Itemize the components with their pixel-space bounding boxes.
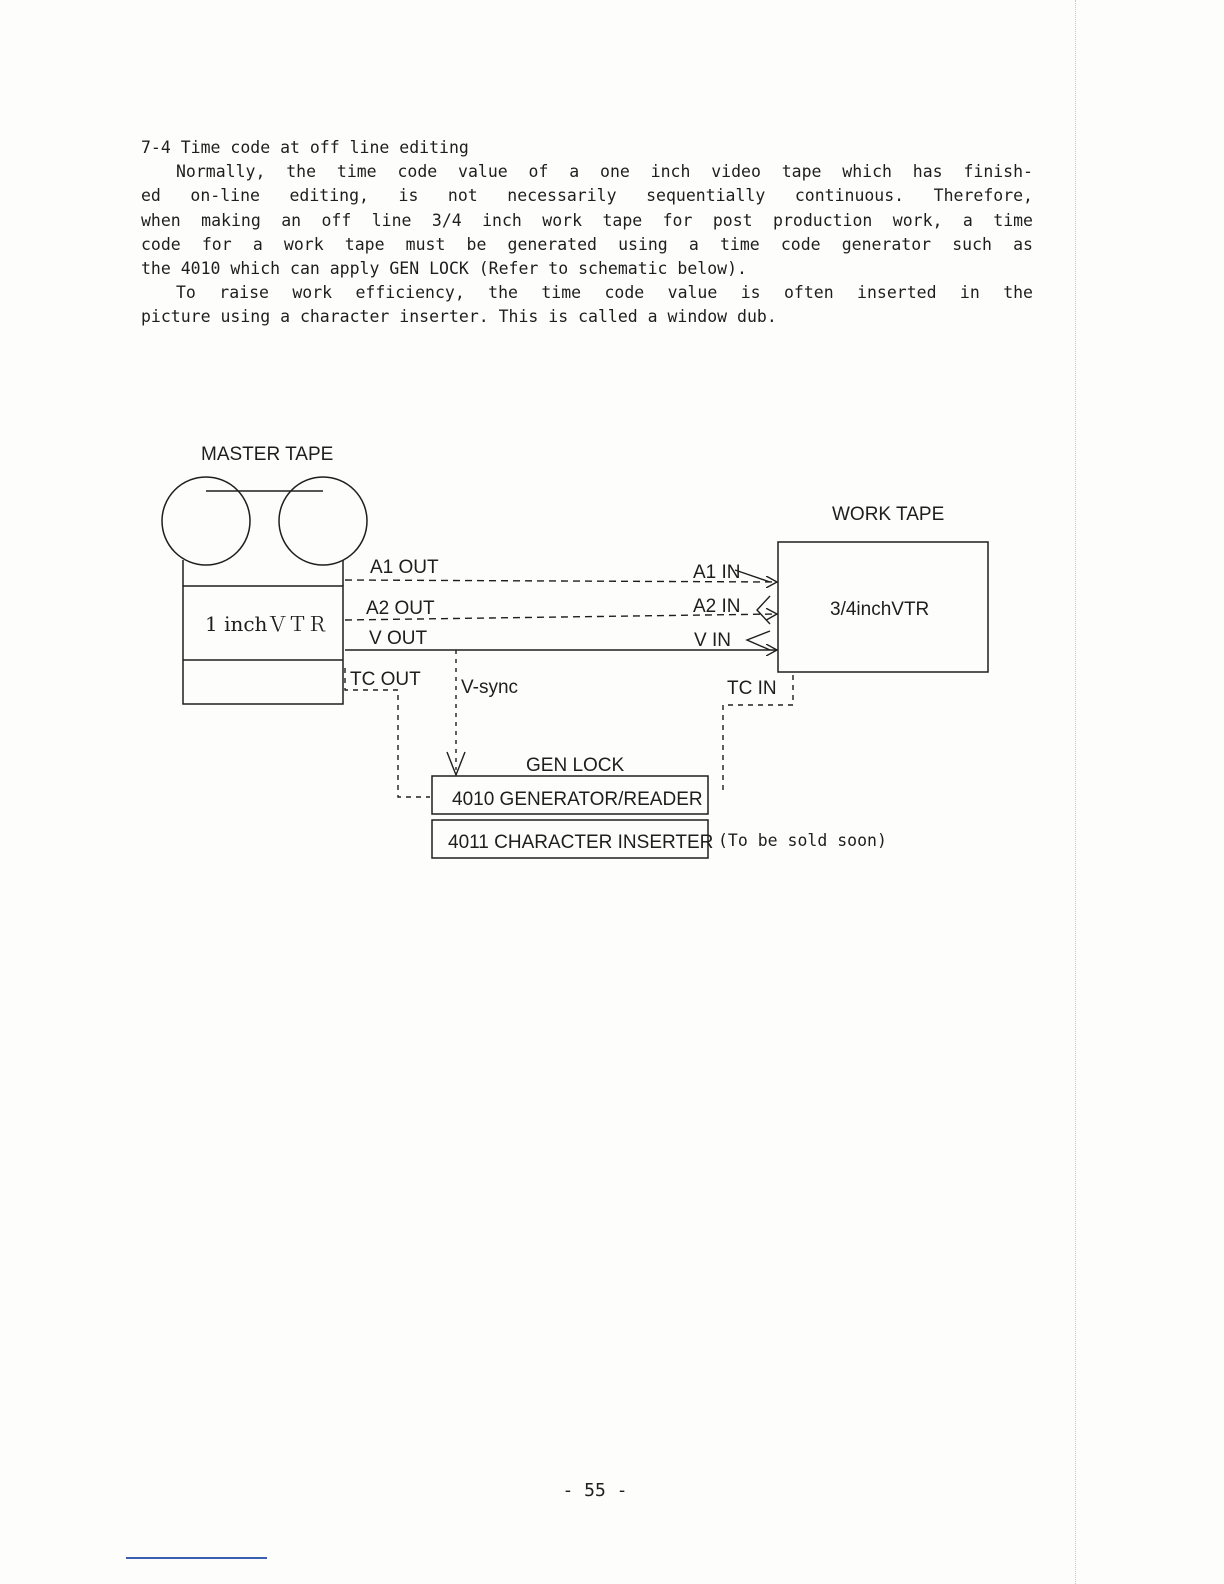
paragraph-1-line-5: the 4010 which can apply GEN LOCK (Refer to schematic below). — [141, 259, 747, 279]
paragraph-1-line-2: ed on-line editing, is not necessarily sequentially continuous. Therefore, — [141, 186, 1033, 206]
tc-out-label: TC OUT — [350, 669, 421, 690]
paragraph-1-line-1: Normally, the time code value of a one inch video tape which has finish- — [176, 162, 1033, 182]
master-vtr-label: 1 inchＶＴＲ — [205, 612, 328, 636]
a2-in-label: A2 IN — [693, 596, 741, 617]
a1-out-label: A1 OUT — [370, 557, 439, 578]
master-tape-reels-icon — [162, 477, 367, 586]
paragraph-2-line-1: To raise work efficiency, the time code value is often inserted in the — [176, 283, 1033, 303]
work-vtr-label: 3/4inchVTR — [830, 599, 930, 620]
generator-label: 4010 GENERATOR/READER — [452, 789, 703, 810]
master-tape-label: MASTER TAPE — [201, 444, 334, 465]
section-heading: 7-4 Time code at off line editing — [141, 138, 469, 157]
inserter-label: 4011 CHARACTER INSERTER — [448, 832, 714, 853]
page-number: - 55 - — [562, 1480, 628, 1501]
a1-in-label: A1 IN — [693, 562, 741, 583]
v-sync-label: V-sync — [461, 677, 519, 698]
bottom-rule — [126, 1557, 267, 1559]
paragraph-1-line-3: when making an off line 3/4 inch work tape for post production work, a time — [141, 210, 1033, 230]
v-out-label: V OUT — [369, 628, 428, 649]
v-in-label: V IN — [694, 630, 731, 651]
master-vtr-box — [183, 586, 343, 704]
paragraph-2-line-2: picture using a character inserter. This is called a window dub. — [141, 307, 777, 327]
paragraph-1-line-4: code for a work tape must be generated using a time code generator such as — [141, 234, 1033, 254]
gen-lock-arrow-icon — [447, 752, 465, 775]
page-edge-divider — [1075, 0, 1076, 1584]
inserter-note: (To be sold soon) — [718, 831, 887, 850]
a2-in-arrowhead-icon — [757, 596, 770, 624]
gen-lock-label: GEN LOCK — [526, 755, 625, 776]
v-in-arrowhead-icon — [747, 631, 770, 650]
a2-out-label: A2 OUT — [366, 598, 435, 619]
work-tape-label: WORK TAPE — [832, 504, 945, 525]
tc-in-label: TC IN — [727, 678, 777, 699]
